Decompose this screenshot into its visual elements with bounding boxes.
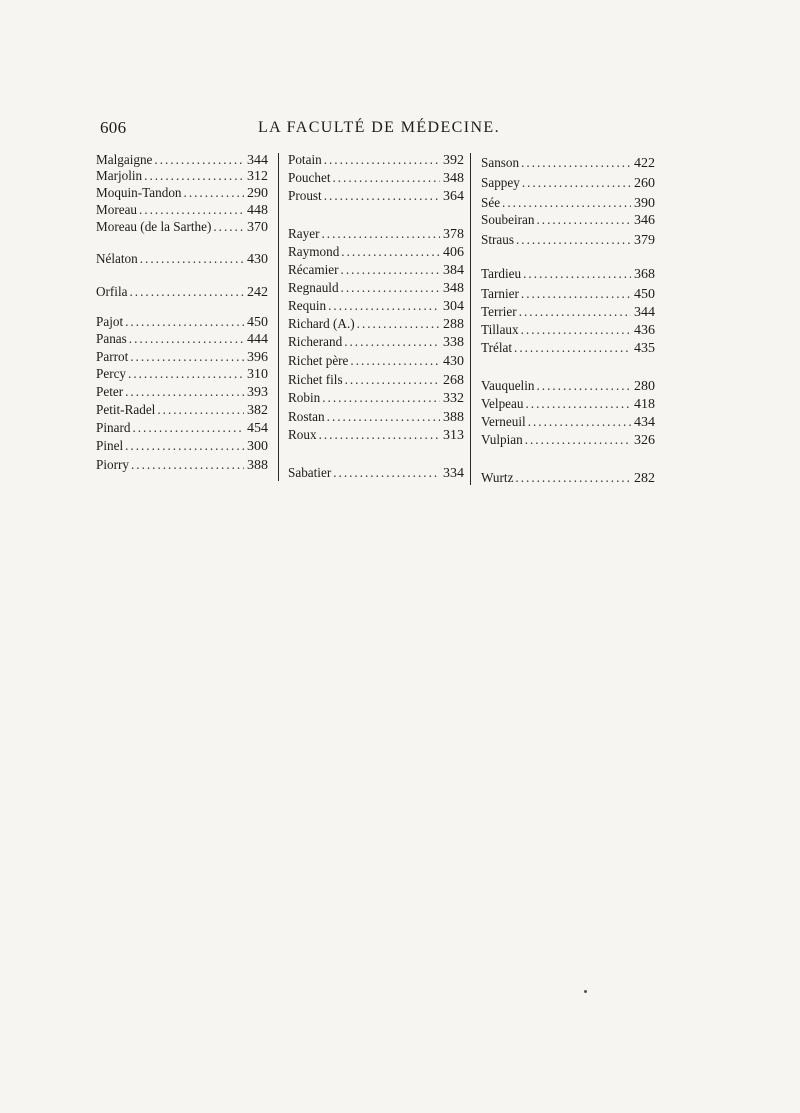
index-entry xyxy=(96,420,268,437)
entry-page-number: 392 xyxy=(443,153,464,168)
entry-name: Tarnier xyxy=(481,286,519,301)
entry-page-number: 390 xyxy=(634,196,655,211)
index-entry xyxy=(288,427,464,444)
dot-leader xyxy=(515,470,631,486)
dot-leader xyxy=(327,409,440,425)
dot-leader xyxy=(528,414,631,430)
index-entry xyxy=(288,409,464,426)
entry-page-number: 430 xyxy=(247,252,268,267)
dot-leader xyxy=(132,420,244,436)
entry-name: Malgaigne xyxy=(96,152,153,167)
entry-name: Richard (A.) xyxy=(288,316,355,331)
dot-leader xyxy=(357,316,440,332)
entry-name: Rostan xyxy=(288,409,325,424)
entry-name: Moquin-Tandon xyxy=(96,185,182,200)
dot-leader xyxy=(125,384,244,400)
entry-name: Panas xyxy=(96,331,127,346)
entry-name: Sabatier xyxy=(288,465,332,480)
entry-page-number: 406 xyxy=(443,245,464,260)
index-entry xyxy=(481,286,655,303)
entry-page-number: 280 xyxy=(634,379,655,394)
entry-page-number: 346 xyxy=(634,213,655,228)
entry-page-number: 382 xyxy=(247,403,268,418)
entry-name: Proust xyxy=(288,188,322,203)
entry-page-number: 396 xyxy=(247,350,268,365)
entry-page-number: 338 xyxy=(443,335,464,350)
index-entry xyxy=(481,212,655,229)
dot-leader xyxy=(129,331,244,347)
dot-leader xyxy=(125,314,244,330)
dot-leader xyxy=(341,280,440,296)
dot-leader xyxy=(154,152,244,168)
entry-page-number: 304 xyxy=(443,299,464,314)
entry-name: Rayer xyxy=(288,226,320,241)
entry-name: Pinard xyxy=(96,420,131,435)
entry-name: Moreau xyxy=(96,202,138,217)
index-entry xyxy=(96,457,268,474)
entry-page-number: 370 xyxy=(247,220,268,235)
index-entry xyxy=(96,152,268,169)
entry-name: Nélaton xyxy=(96,251,138,266)
dot-leader xyxy=(350,353,440,369)
index-entry xyxy=(96,438,268,455)
index-entry xyxy=(481,470,655,487)
index-entry xyxy=(481,378,655,395)
entry-name: Pinel xyxy=(96,438,124,453)
page-number: 606 xyxy=(100,118,127,137)
entry-page-number: 379 xyxy=(634,233,655,248)
entry-name: Moreau (de la Sarthe) xyxy=(96,219,212,234)
dot-leader xyxy=(521,322,631,338)
index-entry xyxy=(288,188,464,205)
entry-name: Soubeiran xyxy=(481,212,535,227)
column-divider xyxy=(278,153,279,481)
dot-leader xyxy=(502,195,631,211)
entry-name: Velpeau xyxy=(481,396,524,411)
index-entry xyxy=(481,396,655,413)
entry-name: Richerand xyxy=(288,334,343,349)
paper-speck xyxy=(584,990,587,993)
entry-name: Trélat xyxy=(481,340,513,355)
entry-page-number: 310 xyxy=(247,367,268,382)
entry-name: Robin xyxy=(288,390,321,405)
entry-page-number: 384 xyxy=(443,263,464,278)
dot-leader xyxy=(519,304,631,320)
dot-leader xyxy=(140,251,244,267)
index-entry xyxy=(288,372,464,389)
dot-leader xyxy=(322,390,440,406)
index-entry xyxy=(481,432,655,449)
index-entry xyxy=(96,168,268,185)
index-entry xyxy=(288,390,464,407)
index-entry xyxy=(481,340,655,357)
index-entry xyxy=(288,152,464,169)
entry-page-number: 348 xyxy=(443,171,464,186)
index-entry xyxy=(288,316,464,333)
entry-page-number: 344 xyxy=(247,153,268,168)
entry-name: Orfila xyxy=(96,284,128,299)
index-entry xyxy=(481,414,655,431)
dot-leader xyxy=(125,438,244,454)
entry-name: Récamier xyxy=(288,262,339,277)
dot-leader xyxy=(144,168,244,184)
dot-leader xyxy=(522,175,631,191)
entry-page-number: 332 xyxy=(443,391,464,406)
entry-name: Tardieu xyxy=(481,266,522,281)
entry-name: Requin xyxy=(288,298,327,313)
dot-leader xyxy=(328,298,440,314)
dot-leader xyxy=(525,432,631,448)
dot-leader xyxy=(341,244,440,260)
entry-page-number: 454 xyxy=(247,421,268,436)
index-entry xyxy=(96,384,268,401)
entry-name: Potain xyxy=(288,152,322,167)
running-title: LA FACULTÉ DE MÉDECINE. xyxy=(258,119,500,136)
entry-page-number: 450 xyxy=(634,287,655,302)
index-entry xyxy=(96,202,268,219)
entry-name: Verneuil xyxy=(481,414,526,429)
entry-page-number: 388 xyxy=(443,410,464,425)
index-entry xyxy=(481,195,655,212)
entry-name: Percy xyxy=(96,366,127,381)
entry-page-number: 435 xyxy=(634,341,655,356)
entry-page-number: 268 xyxy=(443,373,464,388)
index-entry xyxy=(96,349,268,366)
entry-name: Richet fils xyxy=(288,372,343,387)
entry-name: Vulpian xyxy=(481,432,523,447)
dot-leader xyxy=(184,185,244,201)
index-entry xyxy=(96,185,268,202)
entry-name: Straus xyxy=(481,232,514,247)
index-entry xyxy=(288,170,464,187)
entry-page-number: 450 xyxy=(247,315,268,330)
entry-name: Sée xyxy=(481,195,501,210)
index-entry xyxy=(481,155,655,172)
index-entry xyxy=(96,331,268,348)
dot-leader xyxy=(516,232,631,248)
entry-page-number: 326 xyxy=(634,433,655,448)
entry-page-number: 313 xyxy=(443,428,464,443)
dot-leader xyxy=(521,286,631,302)
dot-leader xyxy=(536,212,631,228)
dot-leader xyxy=(130,284,245,300)
entry-page-number: 282 xyxy=(634,471,655,486)
dot-leader xyxy=(345,372,440,388)
entry-page-number: 422 xyxy=(634,156,655,171)
entry-name: Sanson xyxy=(481,155,520,170)
index-entry xyxy=(288,226,464,243)
entry-page-number: 312 xyxy=(247,169,268,184)
dot-leader xyxy=(139,202,244,218)
entry-page-number: 436 xyxy=(634,323,655,338)
index-entry xyxy=(288,465,464,482)
dot-leader xyxy=(514,340,631,356)
entry-name: Wurtz xyxy=(481,470,514,485)
dot-leader xyxy=(523,266,631,282)
entry-name: Marjolin xyxy=(96,168,143,183)
dot-leader xyxy=(536,378,631,394)
column-divider xyxy=(470,153,471,485)
index-entry xyxy=(96,402,268,419)
entry-page-number: 448 xyxy=(247,203,268,218)
index-entry xyxy=(288,280,464,297)
entry-page-number: 368 xyxy=(634,267,655,282)
entry-page-number: 430 xyxy=(443,354,464,369)
entry-name: Roux xyxy=(288,427,317,442)
dot-leader xyxy=(130,349,244,365)
entry-name: Vauquelin xyxy=(481,378,535,393)
index-entry xyxy=(288,244,464,261)
entry-page-number: 393 xyxy=(247,385,268,400)
dot-leader xyxy=(525,396,631,412)
entry-name: Pouchet xyxy=(288,170,331,185)
dot-leader xyxy=(128,366,244,382)
entry-page-number: 300 xyxy=(247,439,268,454)
entry-page-number: 364 xyxy=(443,189,464,204)
entry-page-number: 388 xyxy=(247,458,268,473)
entry-name: Raymond xyxy=(288,244,340,259)
dot-leader xyxy=(131,457,244,473)
dot-leader xyxy=(157,402,244,418)
entry-name: Pajot xyxy=(96,314,124,329)
dot-leader xyxy=(322,226,441,242)
index-entry xyxy=(481,322,655,339)
entry-page-number: 344 xyxy=(634,305,655,320)
index-entry xyxy=(288,353,464,370)
entry-page-number: 418 xyxy=(634,397,655,412)
dot-leader xyxy=(319,427,440,443)
entry-page-number: 288 xyxy=(443,317,464,332)
entry-page-number: 260 xyxy=(634,176,655,191)
entry-page-number: 290 xyxy=(247,186,268,201)
entry-name: Parrot xyxy=(96,349,129,364)
index-entry xyxy=(481,304,655,321)
entry-page-number: 378 xyxy=(443,227,464,242)
entry-name: Tillaux xyxy=(481,322,519,337)
entry-page-number: 348 xyxy=(443,281,464,296)
dot-leader xyxy=(213,219,244,235)
index-entry xyxy=(481,266,655,283)
index-entry xyxy=(96,366,268,383)
dot-leader xyxy=(521,155,631,171)
index-entry xyxy=(481,232,655,249)
index-entry xyxy=(96,251,268,268)
entry-page-number: 434 xyxy=(634,415,655,430)
entry-page-number: 444 xyxy=(247,332,268,347)
index-entry xyxy=(288,334,464,351)
index-entry xyxy=(288,298,464,315)
index-entry xyxy=(288,262,464,279)
index-entry xyxy=(96,314,268,331)
entry-name: Piorry xyxy=(96,457,129,472)
entry-name: Richet père xyxy=(288,353,349,368)
dot-leader xyxy=(341,262,440,278)
dot-leader xyxy=(333,465,440,481)
dot-leader xyxy=(333,170,441,186)
entry-page-number: 334 xyxy=(443,466,464,481)
index-entry xyxy=(96,284,268,301)
entry-name: Sappey xyxy=(481,175,520,190)
index-entry xyxy=(96,219,268,236)
dot-leader xyxy=(344,334,440,350)
dot-leader xyxy=(324,152,440,168)
entry-name: Regnauld xyxy=(288,280,339,295)
entry-name: Terrier xyxy=(481,304,517,319)
dot-leader xyxy=(324,188,440,204)
entry-name: Petit-Radel xyxy=(96,402,156,417)
entry-name: Peter xyxy=(96,384,124,399)
index-entry xyxy=(481,175,655,192)
entry-page-number: 242 xyxy=(247,285,268,300)
